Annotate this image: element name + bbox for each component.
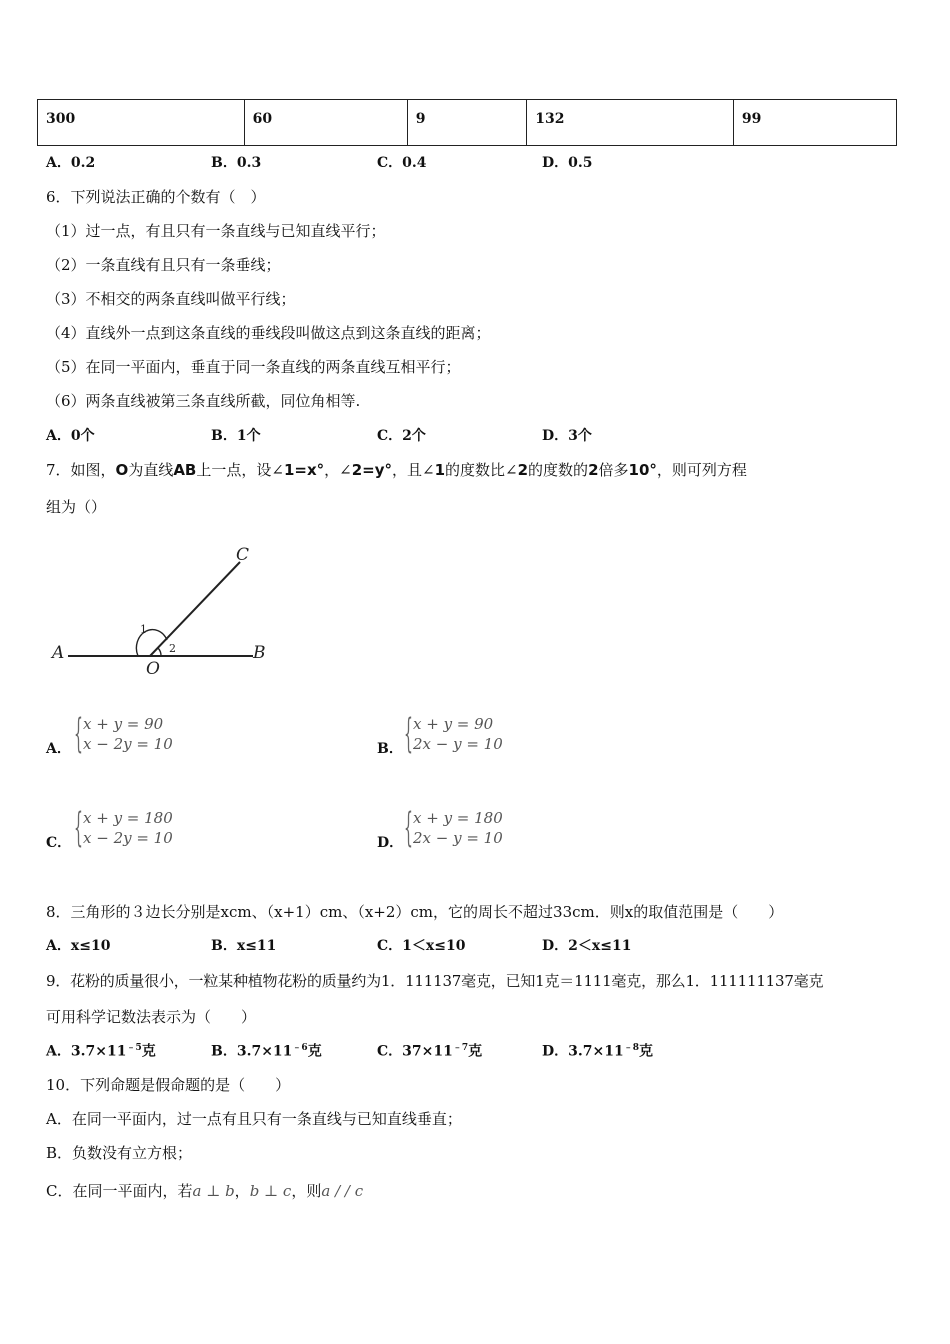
math-expression: b ⊥ c: [249, 1182, 292, 1200]
equation: x + y = 180: [413, 809, 503, 827]
q7-option-c-letter[interactable]: C．: [46, 835, 72, 851]
q8-option-d[interactable]: [542, 935, 631, 955]
option-letter: C．: [377, 428, 403, 444]
equation: x − 2y = 10: [83, 829, 173, 847]
label-a: A: [52, 643, 65, 663]
q6-statement: （5）在同一平面内，垂直于同一条直线的两条直线互相平行；: [46, 358, 461, 376]
q6-statement: （1）过一点，有且只有一条直线与已知直线平行；: [46, 222, 386, 240]
frequency-table: [37, 99, 897, 146]
equation: 2x − y = 10: [413, 735, 503, 753]
label-b: B: [253, 643, 266, 663]
q6-statement: （6）两条直线被第三条直线所截，同位角相等.: [46, 392, 361, 410]
option-letter: B．: [211, 155, 237, 171]
option-letter: A．: [46, 938, 71, 954]
math-expression: a / / c: [321, 1182, 364, 1200]
q6-statement: （2）一条直线有且只有一条垂线；: [46, 256, 281, 274]
q5-option-b[interactable]: [211, 152, 261, 172]
option-text: 0个: [70, 428, 95, 444]
option-text: 0.4: [402, 155, 427, 171]
option-letter: A．: [46, 155, 71, 171]
q6-option-c[interactable]: [377, 425, 426, 445]
table-cell: 60: [244, 100, 407, 146]
option-text: 0.2: [70, 155, 96, 171]
equation: 2x − y = 10: [413, 829, 503, 847]
q5-option-d[interactable]: [542, 152, 593, 172]
option-text: x≤11: [236, 938, 277, 954]
option-letter: B．: [211, 938, 237, 954]
q5-option-c[interactable]: [377, 152, 427, 172]
q9-stem: 9．花粉的质量很小，一粒某种植物花粉的质量约为1．111137毫克，已知1克＝1111毫克，那么1．111111137毫克: [46, 972, 824, 990]
q7-option-d-system: { x + y = 180 2x − y = 10: [404, 805, 503, 851]
option-letter: D．: [542, 428, 569, 444]
q6-option-a[interactable]: [46, 425, 95, 445]
ray-oc: [150, 562, 240, 656]
q8-option-c[interactable]: [377, 935, 465, 955]
table-cell: 300: [38, 100, 245, 146]
table-cell: 9: [407, 100, 527, 146]
q9-option-d[interactable]: D．$3.7\times 11^{﹣8}$克: [542, 1043, 653, 1060]
label-c: C: [236, 545, 250, 565]
q7-option-b-system: { x + y = 90 2x − y = 10: [404, 711, 503, 757]
option-letter: A．: [46, 428, 71, 444]
q9-stem-line2: 可用科学记数法表示为（ ）: [46, 1008, 257, 1026]
option-text: x≤10: [70, 938, 111, 954]
q9-option-c[interactable]: C．$37\times 11^{﹣7}$克: [377, 1043, 483, 1060]
q8-option-b[interactable]: [211, 935, 276, 955]
equation: x + y = 90: [83, 715, 164, 733]
option-letter: D．: [542, 938, 569, 954]
option-text: 1个: [236, 428, 261, 444]
q6-option-b[interactable]: [211, 425, 261, 445]
q10-option-c[interactable]: C．在同一平面内，若a ⊥ b，b ⊥ c，则a / / c: [46, 1182, 364, 1200]
q8-stem: 8．三角形的３边长分别是xcm、（x+1）cm、（x+2）cm，它的周长不超过33cm．则x的取值范围是（ ）: [46, 903, 784, 921]
option-text: 0.3: [236, 155, 262, 171]
q9-option-a[interactable]: A．$3.7\times 11^{﹣5}$克: [46, 1043, 156, 1060]
option-text: 2＜x≤11: [568, 938, 632, 954]
option-text: C．在同一平面内，若: [46, 1182, 193, 1200]
q10-option-b[interactable]: B．负数没有立方根；: [46, 1144, 193, 1162]
equation: x + y = 180: [83, 809, 173, 827]
q10-option-a[interactable]: A．在同一平面内，过一点有且只有一条直线与已知直线垂直；: [46, 1110, 462, 1128]
option-text: 2个: [402, 428, 426, 444]
q7-option-c-system: { x + y = 180 x − 2y = 10: [74, 805, 173, 851]
equation: x + y = 90: [413, 715, 494, 733]
label-angle-1: 1: [140, 623, 147, 636]
q6-stem: 6．下列说法正确的个数有（ ）: [46, 188, 266, 206]
option-text: 3个: [568, 428, 592, 444]
q6-option-d[interactable]: [542, 425, 592, 445]
option-letter: C．: [377, 155, 403, 171]
q8-option-a[interactable]: [46, 935, 110, 955]
q6-statement: （4）直线外一点到这条直线的垂线段叫做这点到这条直线的距离；: [46, 324, 491, 342]
q7-option-b-letter[interactable]: B．: [377, 741, 403, 757]
angle-figure: [40, 540, 280, 685]
equation: x − 2y = 10: [83, 735, 173, 753]
option-letter: D．: [542, 155, 569, 171]
q7-stem-line2: 组为（）: [46, 498, 107, 516]
option-letter: C．: [377, 938, 403, 954]
q9-option-b[interactable]: B．$3.7\times 11^{﹣6}$克: [211, 1043, 322, 1060]
table-row: [38, 100, 897, 146]
q7-option-d-letter[interactable]: D．: [377, 835, 404, 851]
math-expression: a ⊥ b: [192, 1182, 235, 1200]
table-cell: 132: [527, 100, 734, 146]
option-text: 1＜x≤10: [402, 938, 466, 954]
table-cell: 99: [733, 100, 896, 146]
option-letter: B．: [211, 428, 237, 444]
q5-option-a[interactable]: [46, 152, 95, 172]
label-o: O: [146, 659, 160, 679]
q7-option-a-letter[interactable]: A．: [46, 741, 71, 757]
option-text: 0.5: [568, 155, 593, 171]
q10-stem: 10．下列命题是假命题的是（ ）: [46, 1076, 291, 1094]
q7-stem: 7．如图，O为直线AB上一点，设∠1=x°，∠2=y°，且∠1的度数比∠2的度数的2倍多10°，则可列方程: [46, 461, 747, 479]
angle-2-arc: [158, 648, 161, 656]
label-angle-2: 2: [169, 642, 176, 655]
q6-statement: （3）不相交的两条直线叫做平行线；: [46, 290, 296, 308]
q7-option-a-system: { x + y = 90 x − 2y = 10: [74, 711, 173, 757]
